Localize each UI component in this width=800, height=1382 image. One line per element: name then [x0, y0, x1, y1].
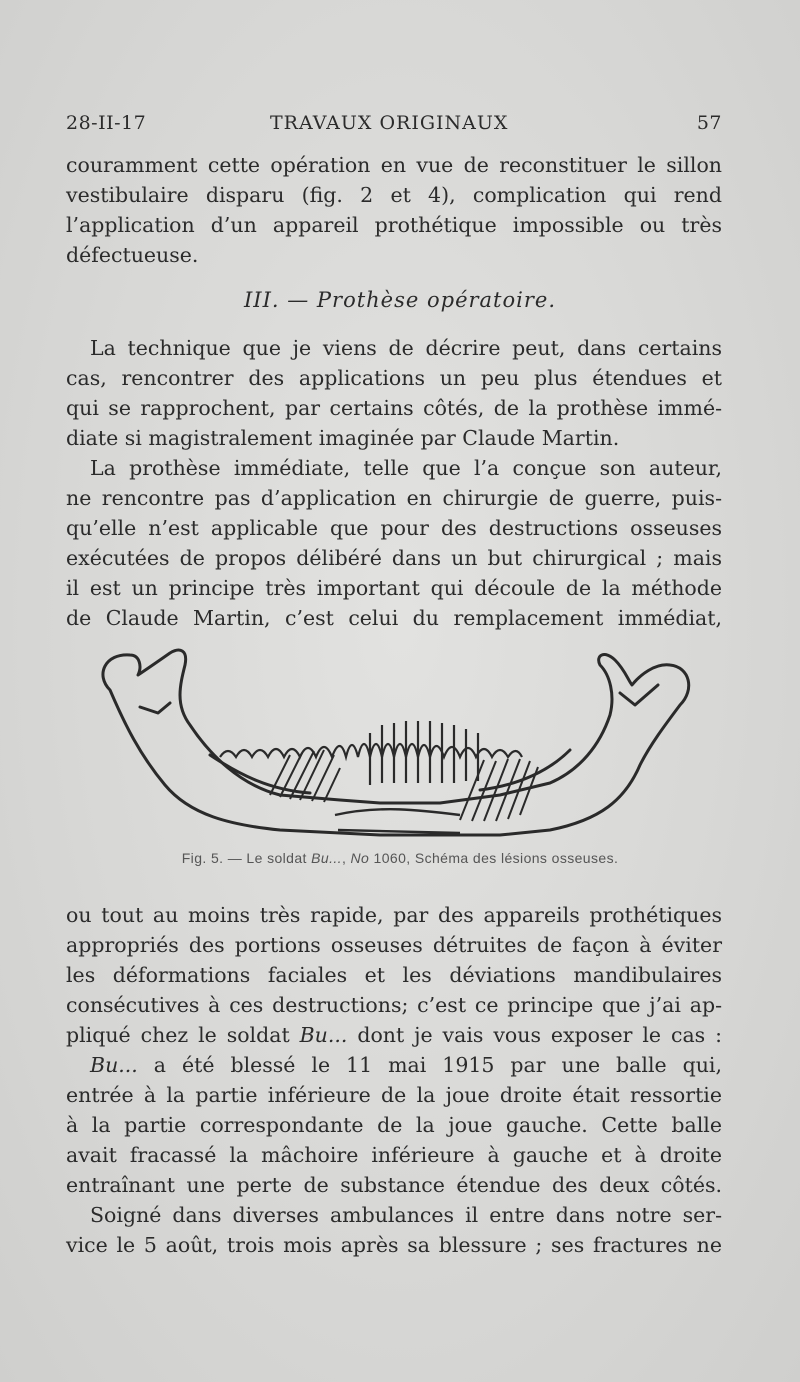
caption-num: No — [350, 850, 370, 866]
text-fragment: pliqué chez le soldat — [66, 1023, 300, 1047]
text-line: couramment cette opération en vue de reconstituer le sillon — [66, 153, 722, 177]
running-header — [66, 112, 722, 142]
text-line: ou tout au moins très rapide, par des appareils prothétiques — [66, 903, 722, 927]
text-line: défectueuse. — [66, 243, 199, 267]
paragraph-case — [66, 900, 722, 1260]
text-line: qui se rapprochent, par certains côtés, de la prothèse immé- — [66, 396, 722, 420]
caption-prefix: Fig. 5. — Le soldat — [181, 850, 312, 866]
caption-name: Bu... — [311, 850, 342, 866]
text-line: qu’elle n’est applicable que pour des destructions osseuses — [66, 516, 722, 540]
text-line: ne rencontre pas d’application en chirurgie de guerre, puis- — [66, 486, 722, 510]
header-date: 28-II-17 — [66, 112, 147, 134]
text-line: de Claude Martin, c’est celui du remplacement immédiat, — [66, 606, 722, 630]
text-line: La prothèse immédiate, telle que l’a conçue son auteur, — [90, 456, 722, 480]
section-title: III. — Prothèse opératoire. — [243, 288, 556, 312]
text-line: cas, rencontrer des applications un peu plus étendues et — [66, 366, 722, 390]
text-line: La technique que je viens de décrire peut, dans certains — [90, 336, 722, 360]
text-line: Soigné dans diverses ambulances il entre dans notre ser- — [90, 1203, 722, 1227]
header-title: TRAVAUX ORIGINAUX — [270, 112, 509, 134]
figure-caption — [0, 850, 800, 866]
text-line: l’application d’un appareil prothétique impossible ou très — [66, 213, 722, 237]
caption-middle: , — [341, 850, 351, 866]
text-line: consécutives à ces destructions; c’est ce principe que j’ai ap- — [66, 993, 722, 1017]
text-line: entraînant une perte de substance étendue des deux côtés. — [66, 1173, 722, 1197]
text-fragment: dont je vais vous exposer le cas : — [347, 1023, 722, 1047]
text-line: avait fracassé la mâchoire inférieure à gauche et à droite — [66, 1143, 722, 1167]
text-line — [66, 1050, 722, 1080]
text-line: entrée à la partie inférieure de la joue droite était ressortie — [66, 1083, 722, 1107]
patient-name: Bu... — [299, 1023, 348, 1047]
paragraph-technique — [66, 333, 722, 633]
text-line: il est un principe très important qui découle de la méthode — [66, 576, 722, 600]
text-line: exécutées de propos délibéré dans un but chirurgical ; mais — [66, 546, 722, 570]
caption-rest: 1060, Schéma des lésions osseuses. — [369, 850, 619, 866]
text-line: vestibulaire disparu (fig. 2 et 4), complication qui rend — [66, 183, 722, 207]
patient-name: Bu... — [90, 1053, 138, 1077]
text-line: à la partie correspondante de la joue gauche. Cette balle — [66, 1113, 722, 1137]
text-line: vice le 5 août, trois mois après sa blessure ; ses fractures ne — [66, 1233, 722, 1257]
text-fragment: a été blessé le 11 mai 1915 par une balle qui, — [137, 1053, 722, 1077]
text-line: les déformations faciales et les déviations mandibulaires — [66, 963, 722, 987]
text-line: diate si magistralement imaginée par Claude Martin. — [66, 426, 620, 450]
page-number: 57 — [696, 112, 722, 134]
text-line: appropriés des portions osseuses détruites de façon à éviter — [66, 933, 722, 957]
mandible-figure — [80, 645, 700, 845]
paragraph-intro — [66, 150, 722, 270]
text-line — [66, 1020, 722, 1050]
